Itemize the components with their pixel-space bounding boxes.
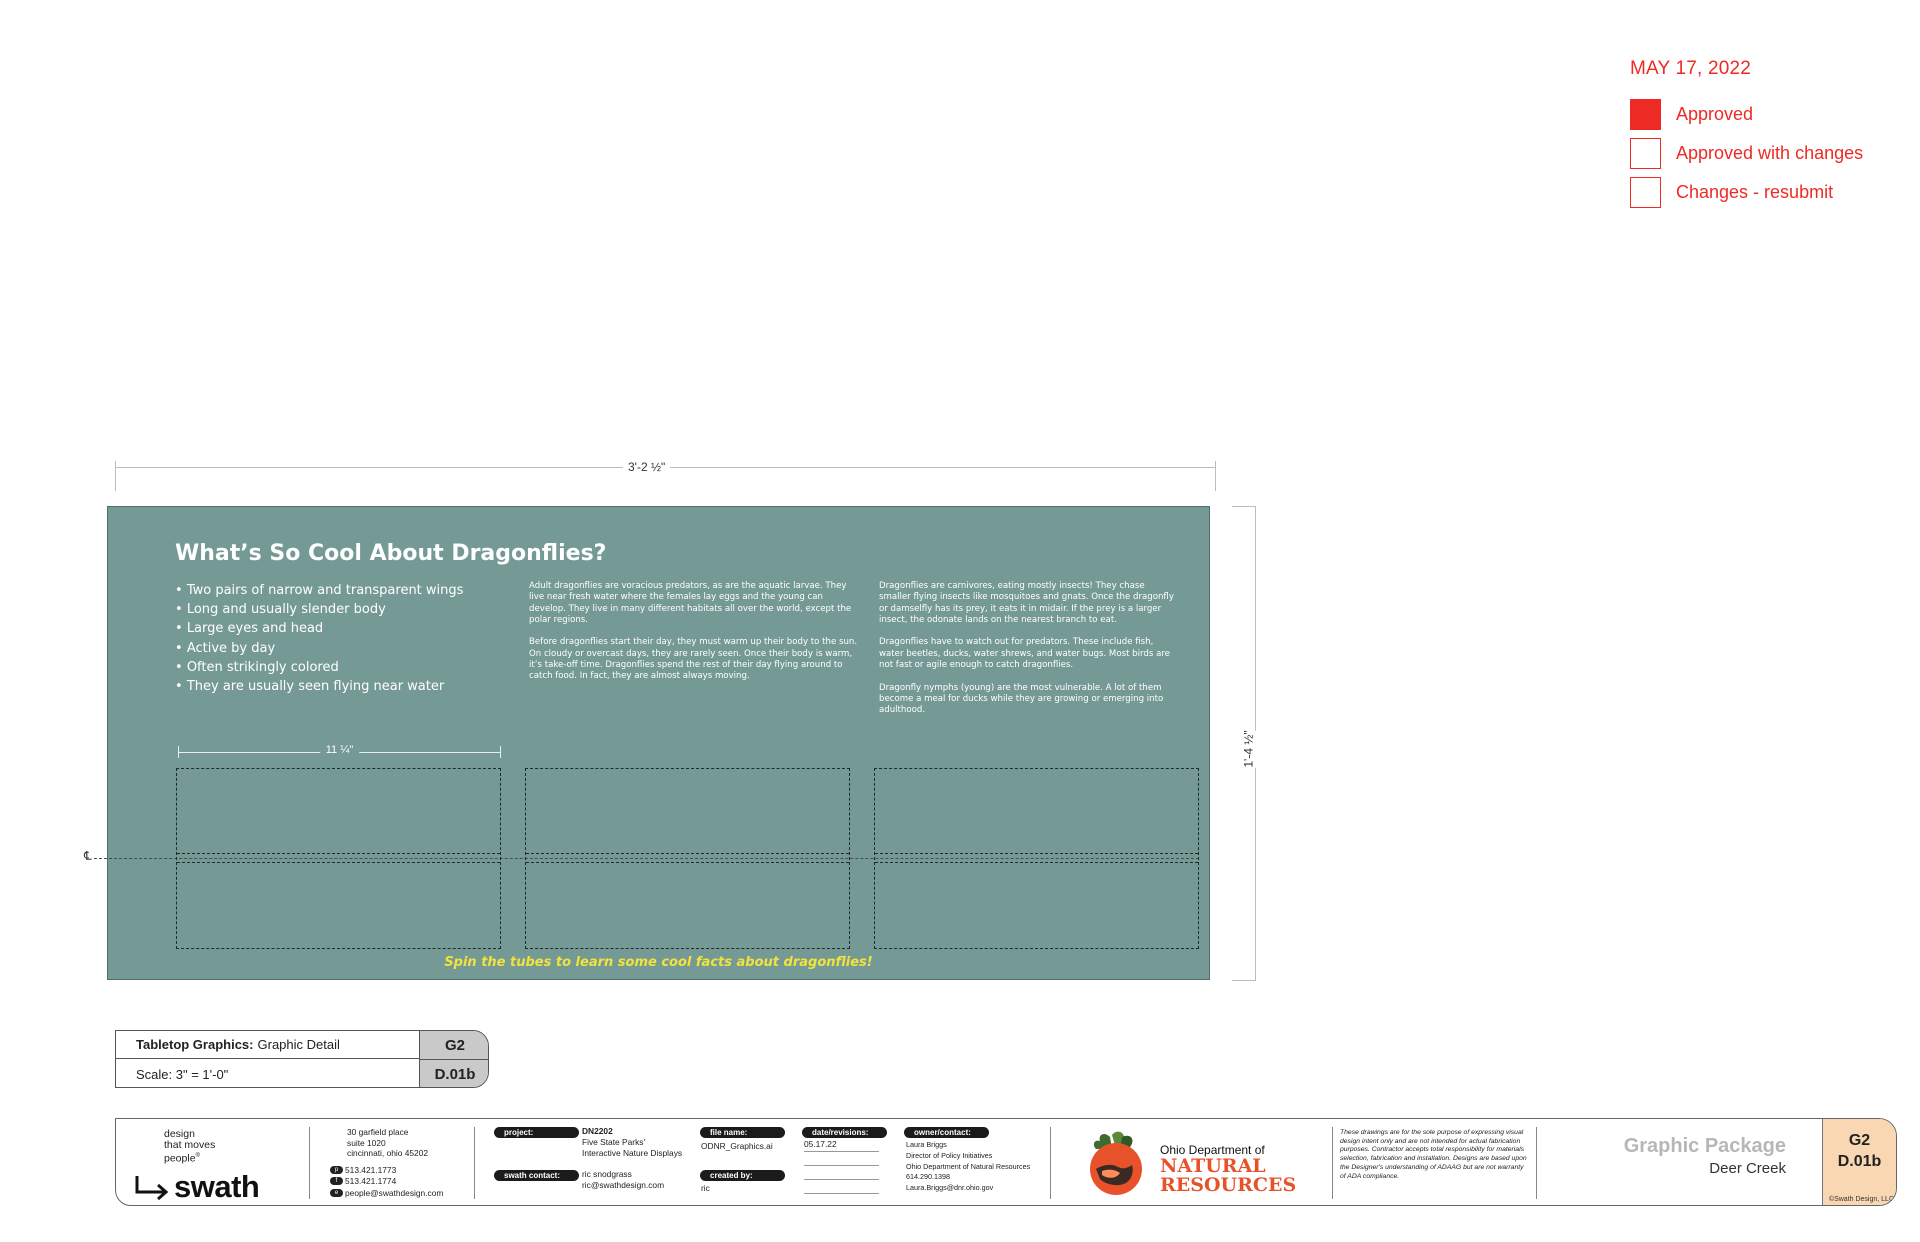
email-link[interactable]: people@swathdesign.com <box>345 1188 444 1198</box>
dimension-tick <box>500 746 501 758</box>
text-column-2 <box>529 581 859 694</box>
stamp-option-approved[interactable] <box>1630 99 1753 130</box>
height-dimension-label: 1'-4 ½" <box>1238 730 1260 767</box>
package-code-top: G2 <box>1848 1132 1871 1149</box>
title-bar <box>115 1118 1897 1206</box>
package-title: Graphic Package <box>1623 1135 1786 1157</box>
email-icon: e <box>330 1189 343 1197</box>
stamp-option-changes-resubmit[interactable] <box>1630 177 1833 208</box>
phone-icon: p <box>330 1166 343 1174</box>
created-by: ric <box>701 1183 710 1193</box>
odnr-name-line2: NATURAL RESOURCES <box>1160 1155 1297 1196</box>
stamp-date: MAY 17, 2022 <box>1630 58 1752 79</box>
bullet-item: • Two pairs of narrow and transparent wings <box>175 581 463 600</box>
spin-tube-2[interactable] <box>525 768 850 949</box>
disclaimer-text: These drawings are for the sole purpose of expressing visual design intent only and are not intended for actual fabrication purposes. Contractor accepts total responsibility for materials selection, fabrication and installation. Designs are based upon the Designer's understanding of ADAAG but are not warranty of ADA compliance. <box>1340 1129 1527 1180</box>
tube-width-label: 11 ¼" <box>320 744 360 756</box>
swath-tagline <box>164 1129 215 1165</box>
tube-divider <box>526 853 849 863</box>
spin-tube-1[interactable] <box>176 768 501 949</box>
revision-line <box>804 1179 879 1180</box>
width-dimension-label: 3'-2 ½" <box>623 460 670 474</box>
email-row[interactable] <box>330 1188 443 1198</box>
dimension-tick <box>1232 980 1256 981</box>
panel-title: What’s So Cool About Dragonflies? <box>175 541 607 566</box>
separator <box>309 1127 310 1199</box>
package-subtitle: Deer Creek <box>1709 1160 1786 1177</box>
phone-number: 513.421.1773 <box>345 1165 397 1175</box>
owner-contact: Laura Briggs Director of Policy Initiatives Ohio Department of Natural Resources 614.290.1398 Laura.Briggs@dnr.ohio.gov <box>906 1140 1031 1193</box>
fax-number: 513.421.1774 <box>345 1176 397 1186</box>
owner-label: owner/contact: <box>904 1127 989 1138</box>
separator <box>1332 1127 1333 1199</box>
dimension-tick <box>1215 461 1216 491</box>
paragraph: Dragonfly nymphs (young) are the most vulnerable. A lot of them become a meal for ducks while they are growing or emerging into adulthood. <box>879 682 1164 716</box>
file-name-label: file name: <box>700 1127 785 1138</box>
text-column-3 <box>879 581 1179 728</box>
revision-line <box>804 1151 879 1152</box>
swath-contact-label: swath contact: <box>494 1170 579 1181</box>
swath-wordmark: swath <box>174 1169 260 1204</box>
checkbox-approved[interactable] <box>1630 99 1661 130</box>
bullet-item: • Long and usually slender body <box>175 600 463 619</box>
package-code <box>1822 1119 1896 1206</box>
revision-line <box>804 1165 879 1166</box>
date-label: date/revisions: <box>802 1127 887 1138</box>
file-name: ODNR_Graphics.ai <box>701 1141 773 1151</box>
detail-code <box>419 1031 489 1088</box>
arrow-icon <box>134 1174 172 1200</box>
checkbox-approved-with-changes[interactable] <box>1630 138 1661 169</box>
tagline-line: that moves <box>164 1139 216 1151</box>
detail-title-bold: Tabletop Graphics: <box>136 1037 254 1052</box>
spin-tube-3[interactable] <box>874 768 1199 949</box>
stamp-option-label: Approved with changes <box>1676 143 1864 163</box>
stamp-option-approved-with-changes[interactable] <box>1630 138 1863 169</box>
detail-scale: Scale: 3" = 1'-0" <box>136 1066 229 1082</box>
tube-divider <box>177 853 500 863</box>
paragraph: Dragonflies are carnivores, eating mostly insects! They chase smaller flying insects like mosquitoes and gnats. Once the dragonfly or damselfly has its prey, it eats it in midair. If the prey is a larger insect, the odonate lands on the nearest branch to eat. <box>879 581 1174 625</box>
panel-footer-cta: Spin the tubes to learn some cool facts about dragonflies! <box>444 955 873 970</box>
detail-code-top: G2 <box>420 1031 489 1060</box>
dimension-tick <box>1232 506 1256 507</box>
swath-contact: ric snodgrass ric@swathdesign.com <box>582 1169 665 1190</box>
odnr-name-line1: Ohio Department of <box>1160 1143 1265 1157</box>
stamp-option-label: Changes - resubmit <box>1676 182 1834 202</box>
company-address: 30 garfield place suite 1020 cincinnati, ohio 45202 <box>347 1127 429 1159</box>
bullet-item: • Often strikingly colored <box>175 658 463 677</box>
project-name: Five State Parks' Interactive Nature Displays <box>582 1137 683 1158</box>
package-code-bottom: D.01b <box>1837 1153 1882 1170</box>
created-by-label: created by: <box>700 1170 785 1181</box>
detail-title-rest: Graphic Detail <box>257 1037 340 1052</box>
revision-date: 05.17.22 <box>804 1139 837 1149</box>
tagline-line: people® <box>164 1152 200 1165</box>
project-label: project: <box>494 1127 579 1138</box>
dimension-tick <box>115 461 116 491</box>
feature-bullets <box>175 581 463 696</box>
paragraph: Dragonflies have to watch out for predators. These include fish, water beetles, ducks, water shrews, and water bugs. Most birds are not fast or agile enough to catch dragonflies. <box>879 637 1170 671</box>
centerline-mark: ℄ <box>84 849 92 863</box>
paragraph: Before dragonflies start their day, they must warm up their body to the sun. On cloudy or overcast days, they are rarely seen. Once their body is warm, it’s take-off time. Dragonflies spend the rest of their day flying around to catch food. In fact, they are almost always moving. <box>529 637 858 682</box>
detail-title-block <box>115 1030 489 1088</box>
dimension-tick <box>178 746 179 758</box>
swath-logo <box>134 1171 259 1202</box>
tagline-line: design <box>164 1128 195 1140</box>
stamp-option-label: Approved <box>1676 104 1754 124</box>
dragonfly-graphic-panel <box>84 506 1210 980</box>
revision-line <box>804 1193 879 1194</box>
fax-row <box>330 1176 396 1186</box>
paragraph: Adult dragonflies are voracious predators, as are the aquatic larvae. They live near fresh water where the females lay eggs and the young can develop. They live in many different habitats all over the world, except the polar regions. <box>529 581 852 625</box>
bullet-item: • Active by day <box>175 639 463 658</box>
copyright: ©Swath Design, LLC <box>1828 1196 1894 1203</box>
separator <box>1050 1127 1051 1199</box>
detail-code-bottom: D.01b <box>434 1066 476 1083</box>
phone-row <box>330 1165 396 1175</box>
project-code: DN2202 <box>582 1126 613 1136</box>
bullet-item: • They are usually seen flying near water <box>175 677 463 696</box>
bullet-item: • Large eyes and head <box>175 619 463 638</box>
separator <box>474 1127 475 1199</box>
ohio-state-leaf-icon <box>1082 1129 1154 1199</box>
separator <box>1536 1127 1537 1199</box>
fax-icon: f <box>330 1177 343 1185</box>
checkbox-changes-resubmit[interactable] <box>1630 177 1661 208</box>
odnr-logo <box>1082 1129 1332 1199</box>
tube-divider <box>875 853 1198 863</box>
detail-title-row <box>116 1031 419 1059</box>
